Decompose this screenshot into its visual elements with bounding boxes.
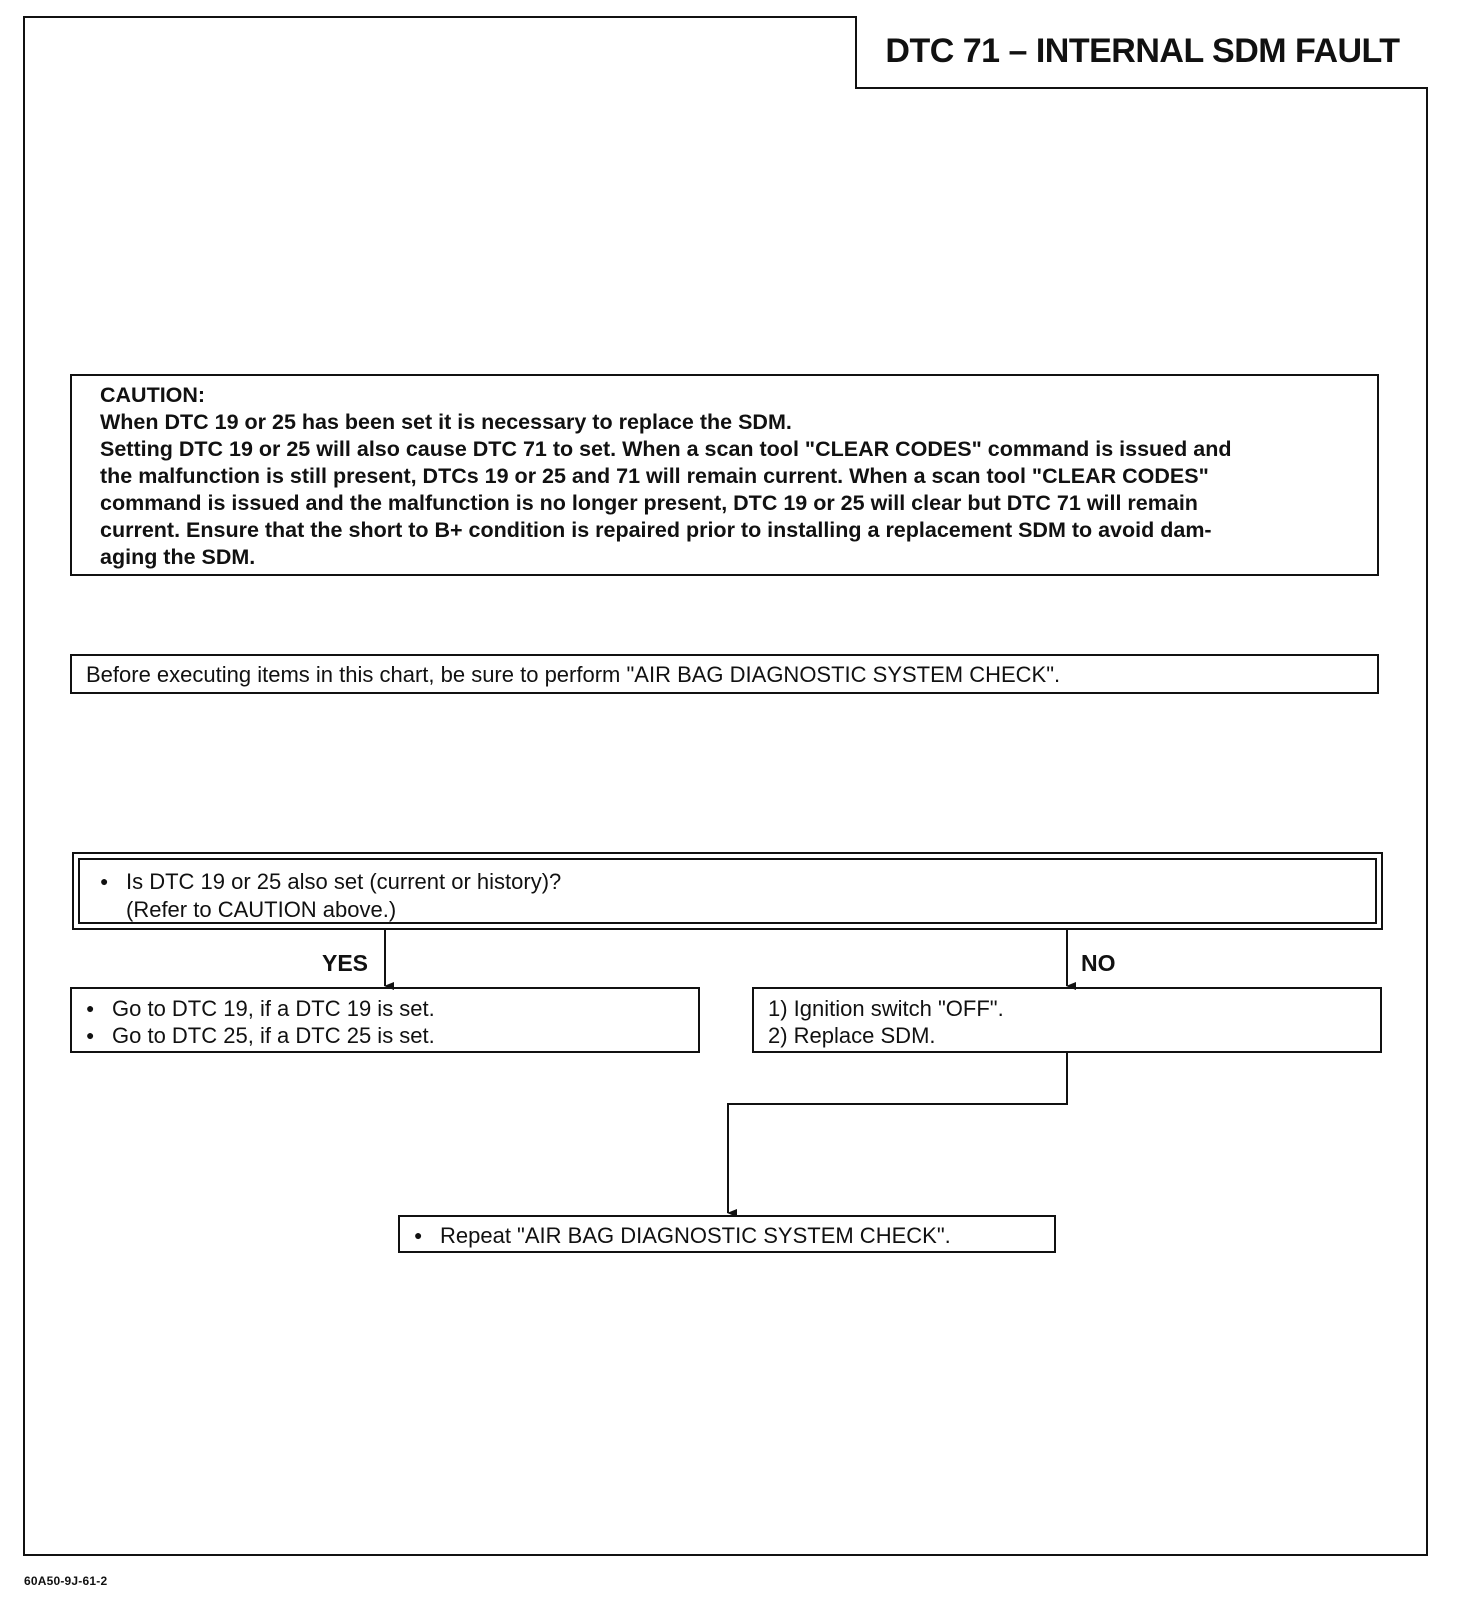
no-step: 1) Ignition switch "OFF". xyxy=(768,996,1004,1021)
no-step: 2) Replace SDM. xyxy=(768,1023,936,1048)
caution-line: Setting DTC 19 or 25 will also cause DTC 71 to set. When a scan tool "CLEAR CODES" command is issued and xyxy=(100,437,1232,461)
caution-line: command is issued and the malfunction is no longer present, DTC 19 or 25 will clear but DTC 71 will remain xyxy=(100,491,1198,515)
question-line-1: ● Is DTC 19 or 25 also set (current or history)? xyxy=(100,867,1375,896)
document-code: 60A50-9J-61-2 xyxy=(24,1574,108,1588)
repeat-check-box xyxy=(398,1215,1056,1253)
caution-line: When DTC 19 or 25 has been set it is necessary to replace the SDM. xyxy=(100,410,792,434)
repeat-connector xyxy=(728,1053,1067,1213)
no-label: NO xyxy=(1081,950,1116,976)
yes-item: ● Go to DTC 19, if a DTC 19 is set. xyxy=(86,995,698,1022)
caution-line: aging the SDM. xyxy=(100,545,256,569)
caution-line: current. Ensure that the short to B+ condition is repaired prior to installing a replacement SDM to avoid dam- xyxy=(100,518,1212,542)
page-title: DTC 71 – INTERNAL SDM FAULT xyxy=(885,32,1400,70)
yes-item: ● Go to DTC 25, if a DTC 25 is set. xyxy=(86,1022,698,1049)
no-action-box xyxy=(752,987,1382,1053)
yes-action-box xyxy=(70,987,700,1053)
yes-label: YES xyxy=(322,950,369,976)
caution-heading: CAUTION: xyxy=(100,383,206,407)
question-line-2: (Refer to CAUTION above.) xyxy=(126,897,397,922)
caution-line: the malfunction is still present, DTCs 19 or 25 and 71 will remain current. When a scan tool "CLEAR CODES" xyxy=(100,464,1209,488)
before-note-text: Before executing items in this chart, be sure to perform "AIR BAG DIAGNOSTIC SYSTEM CHECK". xyxy=(86,662,1061,687)
repeat-check-text: ● Repeat "AIR BAG DIAGNOSTIC SYSTEM CHECK". xyxy=(414,1221,1054,1250)
